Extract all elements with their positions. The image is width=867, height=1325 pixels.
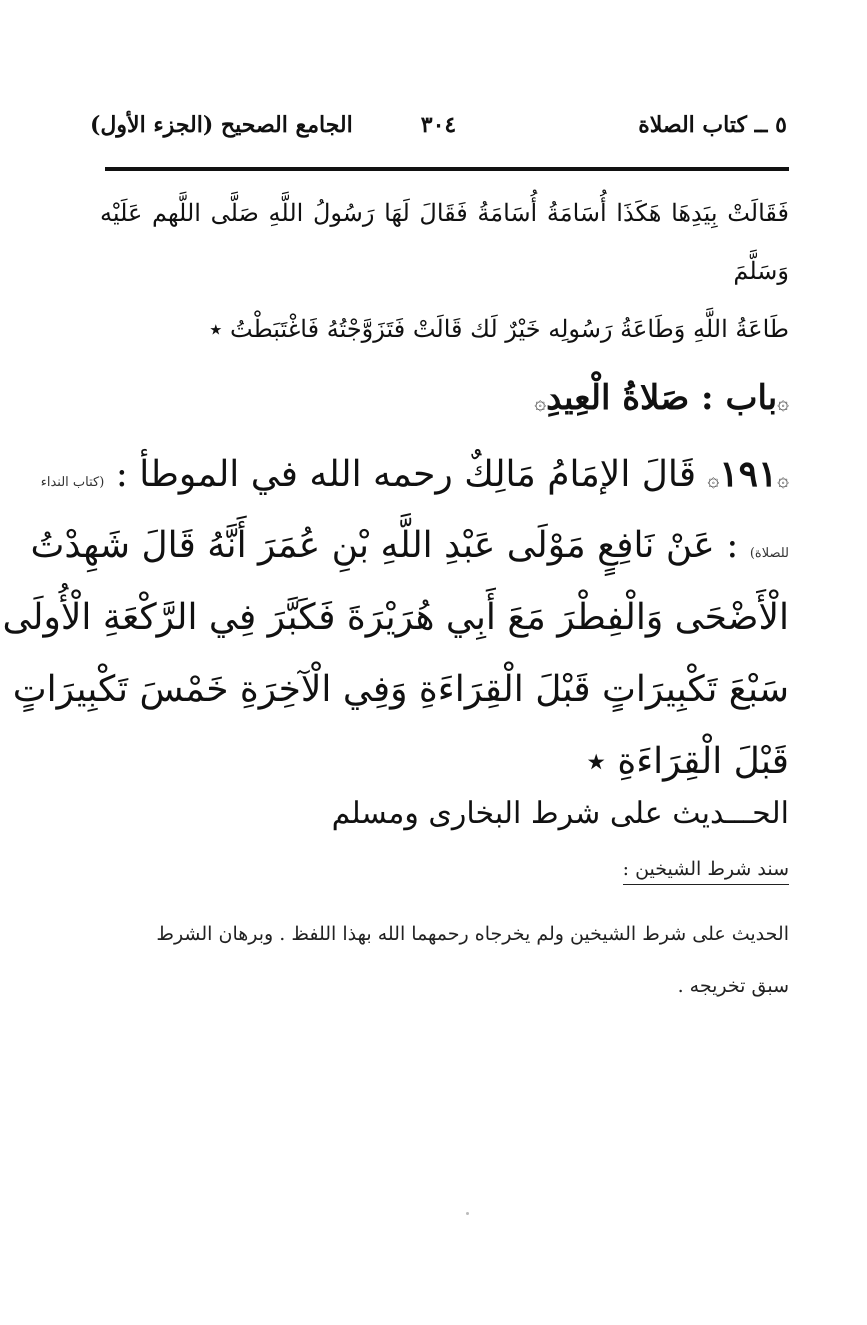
hadith-verdict: الحـــديث على شرط البخارى ومسلم bbox=[331, 796, 789, 831]
hadith-text: : عَنْ نَافِعٍ مَوْلَى عَبْدِ اللَّهِ بْنِ عُمَرَ أَنَّهُ قَالَ شَهِدْتُ bbox=[30, 525, 739, 566]
book-title: الجامع الصحيح (الجزء الأول) bbox=[90, 112, 353, 138]
ornament-icon: ۞ bbox=[707, 467, 720, 491]
note-line: الحديث على شرط الشيخين ولم يخرجاه رحمهما الله بهذا اللفظ . وبرهان الشرط bbox=[156, 923, 789, 945]
intro-line: طَاعَةُ اللَّهِ وَطَاعَةُ رَسُولِه خَيْرٌ لَك قَالَتْ فَتَزَوَّجْتُهُ فَاغْتَبَطْتُ ٭ bbox=[209, 315, 789, 343]
intro-line: فَقَالَتْ بِيَدِهَا هَكَذَا أُسَامَةُ أُسَامَةُ فَقَالَ لَهَا رَسُولُ اللَّهِ صَلَّى اللَّهم عَلَيْه وَسَلَّمَ bbox=[100, 199, 789, 285]
chapter-heading: ٥ ــ كتاب الصلاة bbox=[638, 112, 787, 138]
hadith-block bbox=[2, 438, 789, 798]
previous-hadith-ending bbox=[100, 184, 789, 358]
ornament-icon: ۞ bbox=[777, 390, 789, 414]
explanatory-note bbox=[88, 908, 789, 1012]
page-number: ٣٠٤ bbox=[420, 112, 457, 138]
header-rule bbox=[105, 167, 789, 171]
margin-note: (كتاب النداء bbox=[40, 475, 105, 490]
section-label: سند شرط الشيخين : bbox=[623, 858, 789, 885]
hadith-line bbox=[30, 510, 789, 582]
ornament-icon: ۞ bbox=[534, 390, 547, 414]
ornament-icon: ۞ bbox=[777, 467, 789, 491]
hadith-line: الْأَضْحَى وَالْفِطْرَ مَعَ أَبِي هُرَيْرَةَ فَكَبَّرَ فِي الرَّكْعَةِ الْأُولَى bbox=[2, 597, 789, 638]
chapter-title bbox=[100, 378, 789, 418]
print-speck bbox=[466, 1212, 469, 1215]
margin-note: للصلاة) bbox=[749, 546, 789, 561]
chapter-title-text: باب : صَلاةُ الْعِيدِ bbox=[546, 378, 778, 418]
running-header bbox=[90, 112, 787, 152]
hadith-line: سَبْعَ تَكْبِيرَاتٍ قَبْلَ الْقِرَاءَةِ وَفِي الْآخِرَةِ خَمْسَ تَكْبِيرَاتٍ bbox=[12, 669, 789, 710]
hadith-number: ١٩١ bbox=[719, 453, 778, 495]
hadith-line bbox=[40, 438, 789, 510]
hadith-line: قَبْلَ الْقِرَاءَةِ ٭ bbox=[586, 741, 789, 782]
hadith-text: قَالَ الإمَامُ مَالِكٌ رحمه الله في الموطأ : bbox=[115, 454, 697, 495]
note-line: سبق تخريجه . bbox=[677, 975, 789, 997]
